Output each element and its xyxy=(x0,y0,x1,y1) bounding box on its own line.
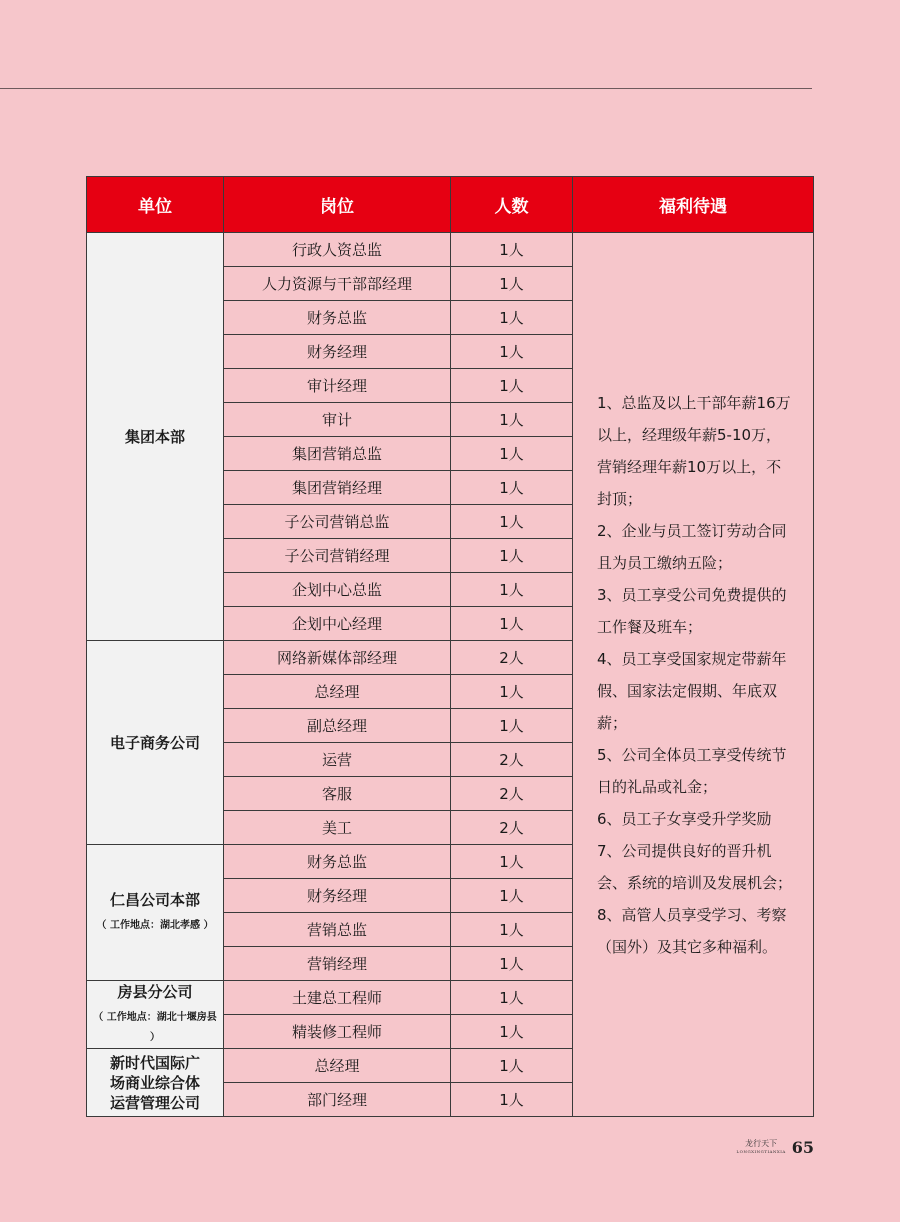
count-cell: 1人 xyxy=(451,607,573,641)
top-rule xyxy=(0,88,812,89)
unit-name: 仁昌公司本部 xyxy=(109,890,200,909)
unit-cell xyxy=(87,1049,224,1117)
count-cell: 1人 xyxy=(451,369,573,403)
header-position: 岗位 xyxy=(224,177,451,233)
count-cell: 1人 xyxy=(451,505,573,539)
position-cell: 部门经理 xyxy=(224,1083,451,1117)
count-cell: 1人 xyxy=(451,403,573,437)
count-cell: 2人 xyxy=(451,777,573,811)
table-row xyxy=(87,233,814,267)
magazine-logo xyxy=(737,1140,786,1156)
benefit-item: 8、高管人员享受学习、考察（国外）及其它多种福利。 xyxy=(597,905,787,956)
recruitment-table xyxy=(86,176,814,1117)
unit-cell xyxy=(87,233,224,641)
count-cell: 1人 xyxy=(451,471,573,505)
count-cell: 1人 xyxy=(451,1015,573,1049)
position-cell: 财务经理 xyxy=(224,879,451,913)
page-number: 65 xyxy=(791,1138,814,1157)
unit-name: 新时代国际广场商业综合体运营管理公司 xyxy=(109,1053,200,1112)
header-benefits: 福利待遇 xyxy=(573,177,814,233)
header-unit: 单位 xyxy=(87,177,224,233)
position-cell: 营销经理 xyxy=(224,947,451,981)
position-cell: 美工 xyxy=(224,811,451,845)
position-cell: 客服 xyxy=(224,777,451,811)
benefit-item: 3、员工享受公司免费提供的工作餐及班车； xyxy=(597,585,787,636)
position-cell: 财务经理 xyxy=(224,335,451,369)
position-cell: 子公司营销经理 xyxy=(224,539,451,573)
unit-location-note: （ 工作地点：湖北十堰房县 ） xyxy=(93,1011,217,1043)
position-cell: 企划中心经理 xyxy=(224,607,451,641)
count-cell: 2人 xyxy=(451,743,573,777)
count-cell: 1人 xyxy=(451,573,573,607)
count-cell: 1人 xyxy=(451,1049,573,1083)
position-cell: 人力资源与干部部经理 xyxy=(224,267,451,301)
table-header-row xyxy=(87,177,814,233)
position-cell: 网络新媒体部经理 xyxy=(224,641,451,675)
count-cell: 1人 xyxy=(451,947,573,981)
count-cell: 1人 xyxy=(451,539,573,573)
logo-text: 龙行天下 xyxy=(745,1138,778,1148)
benefit-item: 7、公司提供良好的晋升机会、系统的培训及发展机会； xyxy=(597,841,793,892)
unit-cell xyxy=(87,641,224,845)
count-cell: 1人 xyxy=(451,437,573,471)
count-cell: 1人 xyxy=(451,335,573,369)
table-body xyxy=(87,233,814,1117)
position-cell: 审计 xyxy=(224,403,451,437)
position-cell: 集团营销总监 xyxy=(224,437,451,471)
count-cell: 1人 xyxy=(451,981,573,1015)
position-cell: 运营 xyxy=(224,743,451,777)
logo-subtext: LONGXINGTIANXIA xyxy=(736,1148,786,1154)
header-count: 人数 xyxy=(451,177,573,233)
count-cell: 2人 xyxy=(451,641,573,675)
recruitment-table-wrap xyxy=(86,176,813,1117)
unit-location-note: （ 工作地点：湖北孝感 ） xyxy=(96,919,214,931)
position-cell: 精装修工程师 xyxy=(224,1015,451,1049)
count-cell: 2人 xyxy=(451,811,573,845)
position-cell: 行政人资总监 xyxy=(224,233,451,267)
benefit-item: 1、总监及以上干部年薪16万以上，经理级年薪5-10万，营销经理年薪10万以上，不封顶； xyxy=(597,393,791,508)
position-cell: 营销总监 xyxy=(224,913,451,947)
benefit-item: 2、企业与员工签订劳动合同且为员工缴纳五险； xyxy=(597,521,787,572)
benefit-item: 4、员工享受国家规定带薪年假、国家法定假期、年底双薪； xyxy=(597,649,787,732)
position-cell: 子公司营销总监 xyxy=(224,505,451,539)
benefits-cell xyxy=(573,233,814,1117)
unit-name: 房县分公司 xyxy=(117,982,193,1001)
unit-cell xyxy=(87,981,224,1049)
count-cell: 1人 xyxy=(451,1083,573,1117)
count-cell: 1人 xyxy=(451,913,573,947)
position-cell: 企划中心总监 xyxy=(224,573,451,607)
count-cell: 1人 xyxy=(451,267,573,301)
position-cell: 土建总工程师 xyxy=(224,981,451,1015)
position-cell: 财务总监 xyxy=(224,301,451,335)
unit-cell xyxy=(87,845,224,981)
count-cell: 1人 xyxy=(451,845,573,879)
position-cell: 总经理 xyxy=(224,675,451,709)
unit-name: 电子商务公司 xyxy=(109,733,200,752)
benefit-item: 6、员工子女享受升学奖励 xyxy=(597,809,772,828)
position-cell: 副总经理 xyxy=(224,709,451,743)
count-cell: 1人 xyxy=(451,233,573,267)
count-cell: 1人 xyxy=(451,301,573,335)
position-cell: 集团营销经理 xyxy=(224,471,451,505)
page-footer xyxy=(737,1138,814,1157)
count-cell: 1人 xyxy=(451,709,573,743)
benefit-item: 5、公司全体员工享受传统节日的礼品或礼金； xyxy=(597,745,787,796)
position-cell: 财务总监 xyxy=(224,845,451,879)
position-cell: 审计经理 xyxy=(224,369,451,403)
count-cell: 1人 xyxy=(451,675,573,709)
position-cell: 总经理 xyxy=(224,1049,451,1083)
unit-name: 集团本部 xyxy=(124,427,185,446)
count-cell: 1人 xyxy=(451,879,573,913)
